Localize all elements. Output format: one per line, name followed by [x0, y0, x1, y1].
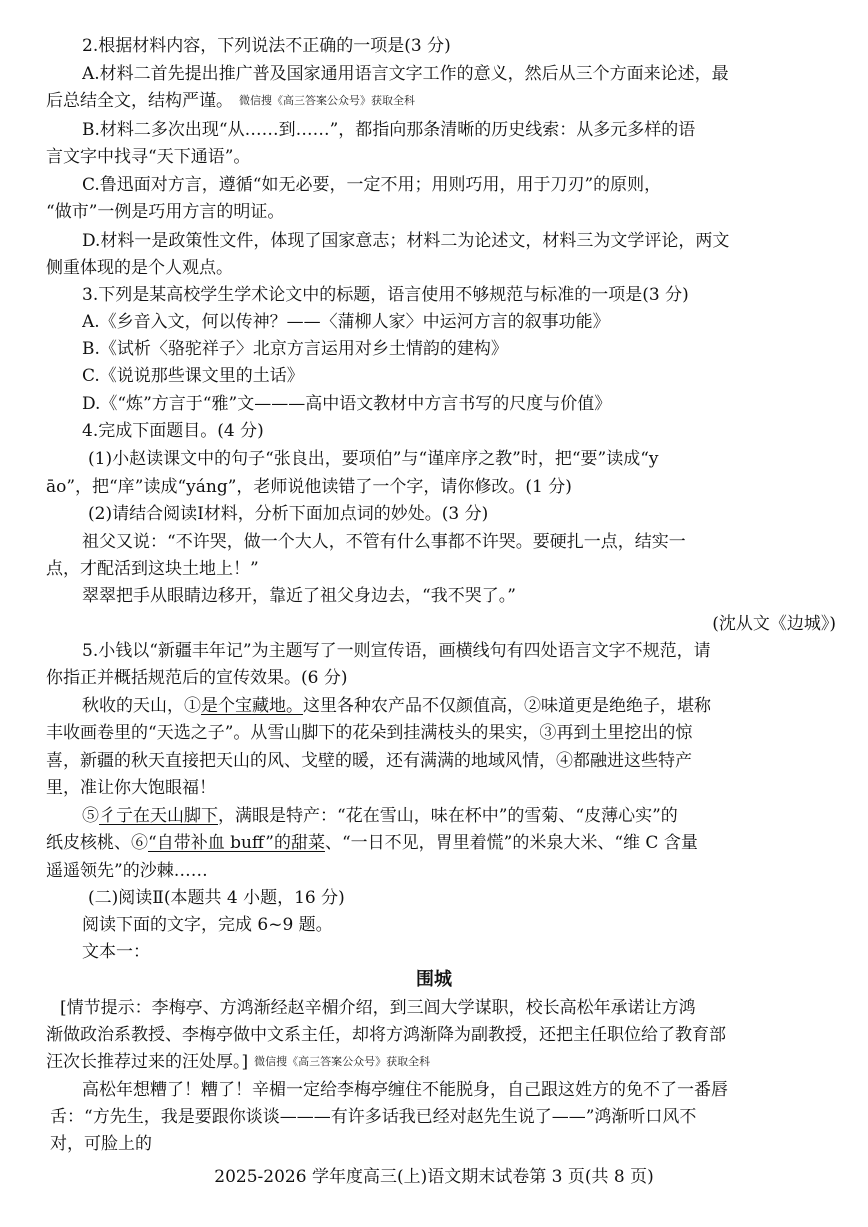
- plot-hint-line2: 渐做政治系教授、李梅亭做中文系主任，却将方鸿渐降为副教授，还把主任职位给了教育部: [46, 1025, 726, 1045]
- q2-option-c-line2: “做市”一例是巧用方言的明证。: [46, 202, 285, 222]
- q3-option-c: C.《说说那些课文里的土话》: [82, 366, 304, 386]
- question-3-stem: 3.下列是某高校学生学术论文中的标题，语言使用不够规范与标准的一项是(3 分): [82, 285, 689, 305]
- quote-line3: 翠翠把手从眼睛边移开，靠近了祖父身边去，“我不哭了。”: [82, 586, 516, 606]
- q3-option-a: A.《乡音入文，何以传神？——〈蒲柳人家〉中运河方言的叙事功能》: [82, 312, 610, 332]
- plot-hint-line3: 汪次长推荐过来的汪处厚。] 微信搜《高三答案公众号》获取全科: [46, 1052, 431, 1072]
- section-heading: (二)阅读Ⅱ(本题共 4 小题，16 分): [88, 888, 345, 908]
- q4-part1-line1: (1)小赵读课文中的句子“张良出，要项伯”与“谨庠序之教”时，把“要”读成“y: [88, 449, 659, 469]
- plot-hint-line1: [情节提示：李梅亭、方鸿渐经赵辛楣介绍，到三闾大学谋职，校长高松年承诺让方鸿: [60, 998, 696, 1018]
- quote-line1: 祖父又说：“不许哭，做一个大人，不管有什么事都不许哭。要硬扎一点，结实一: [82, 532, 686, 552]
- q3-option-d: D.《“炼”方言于“雅”文———高中语文教材中方言书写的尺度与价值》: [82, 394, 612, 414]
- underlined-sentence-1: 是个宝藏地。: [201, 696, 303, 716]
- slogan-line3: 喜，新疆的秋天直接把天山的风、戈壁的暖，还有满满的地域风情，④都融进这些特产: [46, 751, 692, 771]
- quote-source: (沈从文《边城》): [712, 614, 836, 634]
- q2-option-d-line2: 侧重体现的是个人观点。: [46, 258, 233, 278]
- q2-option-a-line1: A.材料二首先提出推广普及国家通用语言文字工作的意义，然后从三个方面来论述，最: [82, 64, 729, 84]
- page-footer: 2025-2026 学年度高三(上)语文期末试卷第 3 页(共 8 页): [214, 1167, 654, 1187]
- slogan-line4: 里，准让你大饱眼福！: [46, 778, 216, 798]
- passage-line3: 对，可脸上的: [50, 1134, 152, 1154]
- slogan-line1: 秋收的天山，①是个宝藏地。这里各种农产品不仅颜值高，②味道更是绝绝子，堪称: [82, 696, 711, 716]
- watermark: 微信搜《高三答案公众号》获取全科: [239, 94, 415, 107]
- text-label: 文本一：: [82, 942, 150, 962]
- question-5-stem-line1: 5.小钱以“新疆丰年记”为主题写了一则宣传语，画横线句有四处语言文字不规范，请: [82, 641, 711, 661]
- section-instruction: 阅读下面的文字，完成 6~9 题。: [82, 915, 333, 935]
- passage-line2: 舌：“方先生，我是要跟你谈谈———有许多话我已经对赵先生说了——”鸿渐听口风不: [50, 1107, 697, 1127]
- watermark-2: 微信搜《高三答案公众号》获取全科: [254, 1055, 431, 1068]
- q2-option-a-line2: 后总结全文，结构严谨。 微信搜《高三答案公众号》获取全科: [46, 91, 415, 111]
- q2-option-d-line1: D.材料一是政策性文件，体现了国家意志；材料二为论述文，材料三为文学评论，两文: [82, 231, 730, 251]
- q2-option-c-line1: C.鲁迅面对方言，遵循“如无必要，一定不用；用则巧用，用于刀刃”的原则，: [82, 175, 662, 195]
- underlined-sentence-5: 彳亍在天山脚下: [99, 806, 218, 826]
- question-5-stem-line2: 你指正并概括规范后的宣传效果。(6 分): [46, 668, 348, 688]
- q4-part1-line2: āo”，把“庠”读成“yáng”，老师说他读错了一个字，请你修改。(1 分): [46, 477, 572, 497]
- q2-option-b-line2: 言文字中找寻“天下通语”。: [46, 147, 251, 167]
- question-2-stem: 2.根据材料内容，下列说法不正确的一项是(3 分): [82, 36, 451, 56]
- slogan-line7: 遥遥领先”的沙棘……: [46, 861, 208, 881]
- q4-part2: (2)请结合阅读Ⅰ材料，分析下面加点词的妙处。(3 分): [88, 504, 489, 524]
- passage-line1: 高松年想糟了！糟了！辛楣一定给李梅亭缠住不能脱身，自己跟这姓方的免不了一番唇: [82, 1080, 728, 1100]
- slogan-line5: ⑤彳亍在天山脚下，满眼是特产：“花在雪山，味在杯中”的雪菊、“皮薄心实”的: [82, 806, 678, 826]
- q2-option-b-line1: B.材料二多次出现“从……到……”，都指向那条清晰的历史线索：从多元多样的语: [82, 120, 696, 140]
- q3-option-b: B.《试析〈骆驼祥子〉北京方言运用对乡土情韵的建构》: [82, 339, 508, 359]
- slogan-line2: 丰收画卷里的“天选之子”。从雪山脚下的花朵到挂满枝头的果实，③再到土里挖出的惊: [46, 723, 693, 743]
- question-4-stem: 4.完成下面题目。(4 分): [82, 421, 264, 441]
- slogan-line6: 纸皮核桃、⑥“自带补血 buff”的甜菜、“一日不见，胃里着慌”的米泉大米、“维 C 含量: [46, 833, 698, 853]
- underlined-sentence-6: “自带补血 buff”的甜菜: [148, 833, 325, 853]
- passage-title: 围城: [416, 969, 452, 990]
- quote-line2: 点，才配活到这块土地上！”: [46, 559, 259, 579]
